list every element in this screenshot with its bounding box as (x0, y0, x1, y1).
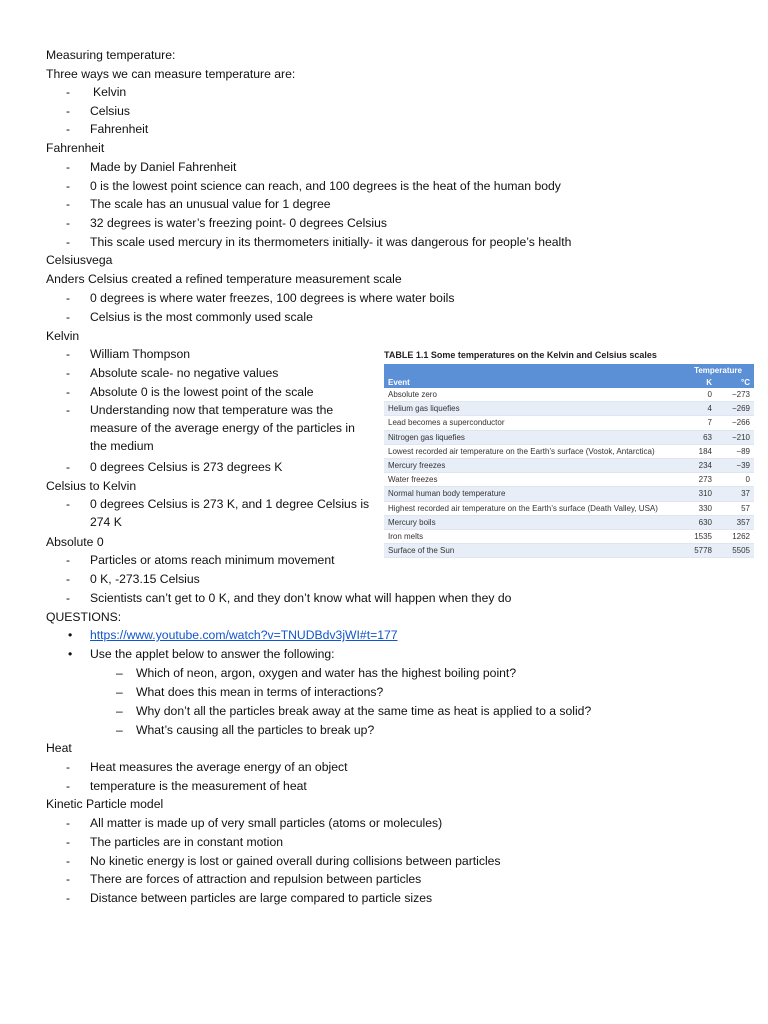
list-item: 32 degrees is water’s freezing point- 0 degrees Celsius (90, 216, 387, 230)
dash-bullet: - (66, 572, 71, 586)
dash-bullet: - (66, 854, 71, 868)
list-item: 0 K, -273.15 Celsius (90, 572, 200, 586)
bullet-dot: • (68, 628, 73, 642)
heading-celsius-to-kelvin: Celsius to Kelvin (46, 479, 137, 493)
list-item: Celsius is the most commonly used scale (90, 310, 313, 324)
table-cell-k: 4 (682, 402, 716, 416)
temperature-table (384, 364, 754, 558)
table-cell-event: Lowest recorded air temperature on the Earth’s surface (Vostok, Antarctica) (384, 444, 682, 458)
table-row (384, 515, 754, 529)
dash-bullet: - (66, 366, 71, 380)
table-row (384, 388, 754, 402)
table-row (384, 501, 754, 515)
table-header-event: Event (384, 376, 682, 388)
list-item: 0 degrees is where water freezes, 100 degrees is where water boils (90, 291, 455, 305)
table-cell-event: Normal human body temperature (384, 487, 682, 501)
table-cell-k: 273 (682, 473, 716, 487)
table-cell-k: 184 (682, 444, 716, 458)
table-cell-k: 0 (682, 388, 716, 402)
table-cell-event: Highest recorded air temperature on the Earth’s surface (Death Valley, USA) (384, 501, 682, 515)
table-row (384, 402, 754, 416)
table-header-k: K (682, 376, 716, 388)
dash-bullet: - (66, 160, 71, 174)
table-cell-event: Mercury boils (384, 515, 682, 529)
table-row (384, 529, 754, 543)
list-item: Fahrenheit (90, 122, 149, 136)
list-item: Absolute 0 is the lowest point of the scale (90, 385, 314, 399)
heading-heat: Heat (46, 741, 72, 755)
list-item: What’s causing all the particles to break up? (136, 723, 375, 737)
list-item: Which of neon, argon, oxygen and water has the highest boiling point? (136, 666, 517, 680)
list-item: No kinetic energy is lost or gained overall during collisions between particles (90, 854, 501, 868)
table-cell-k: 630 (682, 515, 716, 529)
list-item: temperature is the measurement of heat (90, 779, 307, 793)
dash-bullet: - (66, 291, 71, 305)
list-item: This scale used mercury in its thermometers initially- it was dangerous for people’s health (90, 235, 572, 249)
youtube-link[interactable]: https://www.youtube.com/watch?v=TNUDBdv3jWI#t=177 (90, 628, 398, 642)
table-body (384, 388, 754, 558)
heading-measuring-temperature: Measuring temperature: (46, 48, 176, 62)
dash-bullet: - (66, 179, 71, 193)
table-cell-k: 63 (682, 430, 716, 444)
table-row (384, 458, 754, 472)
table-cell-c: 357 (716, 515, 754, 529)
list-item: Celsius (90, 104, 130, 118)
table-cell-event: Nitrogen gas liquefies (384, 430, 682, 444)
heading-kelvin: Kelvin (46, 329, 80, 343)
list-item: Scientists can’t get to 0 K, and they don’t know what will happen when they do (90, 591, 512, 605)
heading-fahrenheit: Fahrenheit (46, 141, 105, 155)
table-cell-event: Surface of the Sun (384, 544, 682, 558)
youtube-link-row (90, 626, 398, 644)
table-cell-k: 234 (682, 458, 716, 472)
list-item: There are forces of attraction and repulsion between particles (90, 872, 422, 886)
table-cell-event: Water freezes (384, 473, 682, 487)
list-item: What does this mean in terms of interactions? (136, 685, 384, 699)
list-item: Kelvin (93, 85, 127, 99)
table-row (384, 473, 754, 487)
table-cell-c: −39 (716, 458, 754, 472)
list-item: Distance between particles are large compared to particle sizes (90, 891, 433, 905)
dash-bullet: - (66, 872, 71, 886)
dash-bullet: - (66, 216, 71, 230)
table-cell-c: −210 (716, 430, 754, 444)
table-row (384, 544, 754, 558)
heading-absolute-zero: Absolute 0 (46, 535, 104, 549)
dash-bullet: - (66, 197, 71, 211)
list-item: 0 degrees Celsius is 273 K, and 1 degree Celsius is 274 K (90, 497, 370, 529)
dash-bullet: - (66, 310, 71, 324)
dash-bullet: - (66, 497, 71, 511)
table-cell-c: 5505 (716, 544, 754, 558)
table-cell-c: −266 (716, 416, 754, 430)
table-cell-event: Helium gas liquefies (384, 402, 682, 416)
heading-questions: QUESTIONS: (46, 610, 122, 624)
list-item: Understanding now that temperature was the measure of the average energy of the particles in the medium (90, 403, 355, 453)
table-cell-k: 5778 (682, 544, 716, 558)
dash-bullet: - (66, 835, 71, 849)
table-row (384, 430, 754, 444)
list-item: William Thompson (90, 347, 191, 361)
list-item: Absolute scale- no negative values (90, 366, 279, 380)
table-cell-event: Iron melts (384, 529, 682, 543)
subheading-celsius: Anders Celsius created a refined temperature measurement scale (46, 272, 402, 286)
table-row (384, 416, 754, 430)
list-item: The particles are in constant motion (90, 835, 284, 849)
dash-bullet: - (66, 347, 71, 361)
list-item: 0 degrees Celsius is 273 degrees K (90, 460, 283, 474)
table-cell-event: Lead becomes a superconductor (384, 416, 682, 430)
table-cell-event: Absolute zero (384, 388, 682, 402)
table-row (384, 487, 754, 501)
list-item: 0 is the lowest point science can reach, and 100 degrees is the heat of the human body (90, 179, 561, 193)
table-cell-k: 1535 (682, 529, 716, 543)
dash-bullet: - (66, 891, 71, 905)
dash-bullet: - (66, 122, 71, 136)
dash-bullet: - (66, 403, 71, 417)
en-dash-bullet: – (116, 666, 123, 680)
en-dash-bullet: – (116, 704, 123, 718)
table-cell-k: 7 (682, 416, 716, 430)
table-cell-k: 310 (682, 487, 716, 501)
list-item: Why don’t all the particles break away at the same time as heat is applied to a solid? (136, 704, 592, 718)
dash-bullet: - (66, 553, 71, 567)
dash-bullet: - (66, 385, 71, 399)
table-cell-c: 37 (716, 487, 754, 501)
table-cell-c: 57 (716, 501, 754, 515)
table-row (384, 444, 754, 458)
en-dash-bullet: – (116, 723, 123, 737)
bullet-dot: • (68, 647, 73, 661)
table-header-c: °C (716, 376, 754, 388)
dash-bullet: - (66, 460, 71, 474)
list-item: Made by Daniel Fahrenheit (90, 160, 237, 174)
list-item: All matter is made up of very small particles (atoms or molecules) (90, 816, 443, 830)
list-item: Particles or atoms reach minimum movement (90, 553, 335, 567)
table-cell-c: 0 (716, 473, 754, 487)
dash-bullet: - (66, 591, 71, 605)
dash-bullet: - (66, 235, 71, 249)
list-item: Use the applet below to answer the following: (90, 647, 335, 661)
dash-bullet: - (66, 104, 71, 118)
dash-bullet: - (66, 760, 71, 774)
table-cell-c: −89 (716, 444, 754, 458)
table-cell-c: −273 (716, 388, 754, 402)
subheading-three-ways: Three ways we can measure temperature are: (46, 67, 296, 81)
table-cell-c: −269 (716, 402, 754, 416)
table-title: TABLE 1.1 Some temperatures on the Kelvin and Celsius scales (384, 350, 657, 360)
heading-celsius: Celsiusvega (46, 253, 113, 267)
dash-bullet: - (66, 816, 71, 830)
dash-bullet: - (66, 85, 71, 99)
table-header-blank (384, 364, 682, 376)
table-cell-k: 330 (682, 501, 716, 515)
list-item: The scale has an unusual value for 1 degree (90, 197, 331, 211)
en-dash-bullet: – (116, 685, 123, 699)
table-cell-c: 1262 (716, 529, 754, 543)
table-group-header: Temperature (682, 364, 754, 376)
table-cell-event: Mercury freezes (384, 458, 682, 472)
list-item: Heat measures the average energy of an object (90, 760, 348, 774)
heading-kinetic-particle-model: Kinetic Particle model (46, 797, 164, 811)
dash-bullet: - (66, 779, 71, 793)
